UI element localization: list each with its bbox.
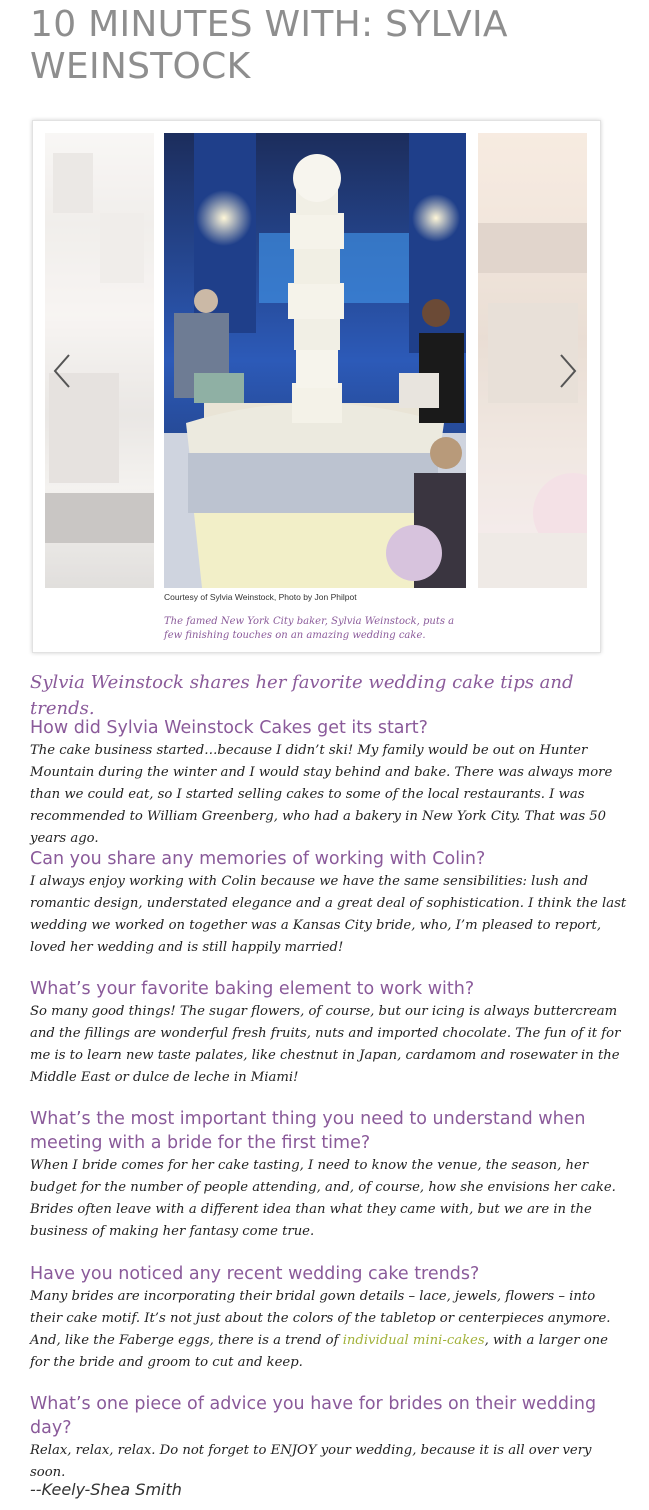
article-title: 10 MINUTES WITH: SYLVIA WEINSTOCK — [30, 4, 508, 87]
wedding-cake-photo — [164, 133, 466, 588]
author-signature: --Keely-Shea Smith — [30, 1480, 182, 1499]
qa-block — [30, 1107, 630, 1243]
answer — [30, 1286, 630, 1374]
answer: Relax, relax, relax. Do not forget to ENJOY your wedding, because it is all over very soon. — [30, 1443, 592, 1480]
mini-cakes-link[interactable]: individual mini-cakes — [342, 1333, 485, 1348]
next-slide-arrow-icon[interactable] — [555, 351, 579, 391]
question: Have you noticed any recent wedding cake trends? — [30, 1264, 480, 1284]
answer: The cake business started…because I didn’t ski! My family would be out on Hunter Mountain during the winter and I would stay behind and bake. There was always more than we could eat, so I started selling cakes to some of the local restaurants. I was recommended to William Greenberg, who had a bakery in New York City. That was 50 years ago. — [30, 743, 613, 846]
answer-text: Many brides are incorporating their bridal gown details – lace, jewels, flowers – into their cake motif. It’s not just about the colors of the tabletop or centerpieces anymore. And, like the Faberge eggs, there is a trend of — [30, 1289, 611, 1348]
answer: I always enjoy working with Colin because we have the same sensibilities: lush and romantic design, understated elegance and a great deal of sophistication. I think the last wedding we worked on together was a Kansas City bride, who, I’m pleased to report, loved her wedding and is still happily married! — [30, 874, 627, 955]
photo-credit: Courtesy of Sylvia Weinstock, Photo by Jon Philpot — [164, 592, 357, 602]
question: What’s your favorite baking element to work with? — [30, 979, 475, 999]
qa-block — [30, 1392, 630, 1484]
image-slider — [32, 120, 601, 653]
previous-slide-arrow-icon[interactable] — [51, 351, 75, 391]
answer: When I bride comes for her cake tasting, I need to know the venue, the season, her budget for the number of people attending, and, of course, how she envisions her cake. Brides often leave with a different idea than what they came with, but we are in the business of making her fantasy come true. — [30, 1158, 616, 1239]
question: What’s one piece of advice you have for brides on their wedding day? — [30, 1394, 597, 1438]
qa-block — [30, 977, 630, 1089]
question: What’s the most important thing you need to understand when meeting with a bride for the first time? — [30, 1109, 586, 1153]
question: How did Sylvia Weinstock Cakes get its start? — [30, 718, 428, 738]
qa-block — [30, 1262, 630, 1374]
article-intro: Sylvia Weinstock shares her favorite wedding cake tips and trends. — [30, 672, 574, 719]
question: Can you share any memories of working with Colin? — [30, 849, 486, 869]
qa-block — [30, 847, 630, 959]
answer-text: , with a larger one for the bride and groom to cut and keep. — [30, 1333, 608, 1370]
answer: So many good things! The sugar flowers, of course, but our icing is always buttercream and the fillings are wonderful fresh fruits, nuts and imported chocolate. The fun of it for me is to learn new taste palates, like chestnut in Japan, cardamom and rosewater in the Middle East or dulce de leche in Miami! — [30, 1004, 621, 1085]
qa-block — [30, 716, 630, 850]
photo-caption: The famed New York City baker, Sylvia Weinstock, puts a few finishing touches on an amazing wedding cake. — [164, 616, 455, 641]
